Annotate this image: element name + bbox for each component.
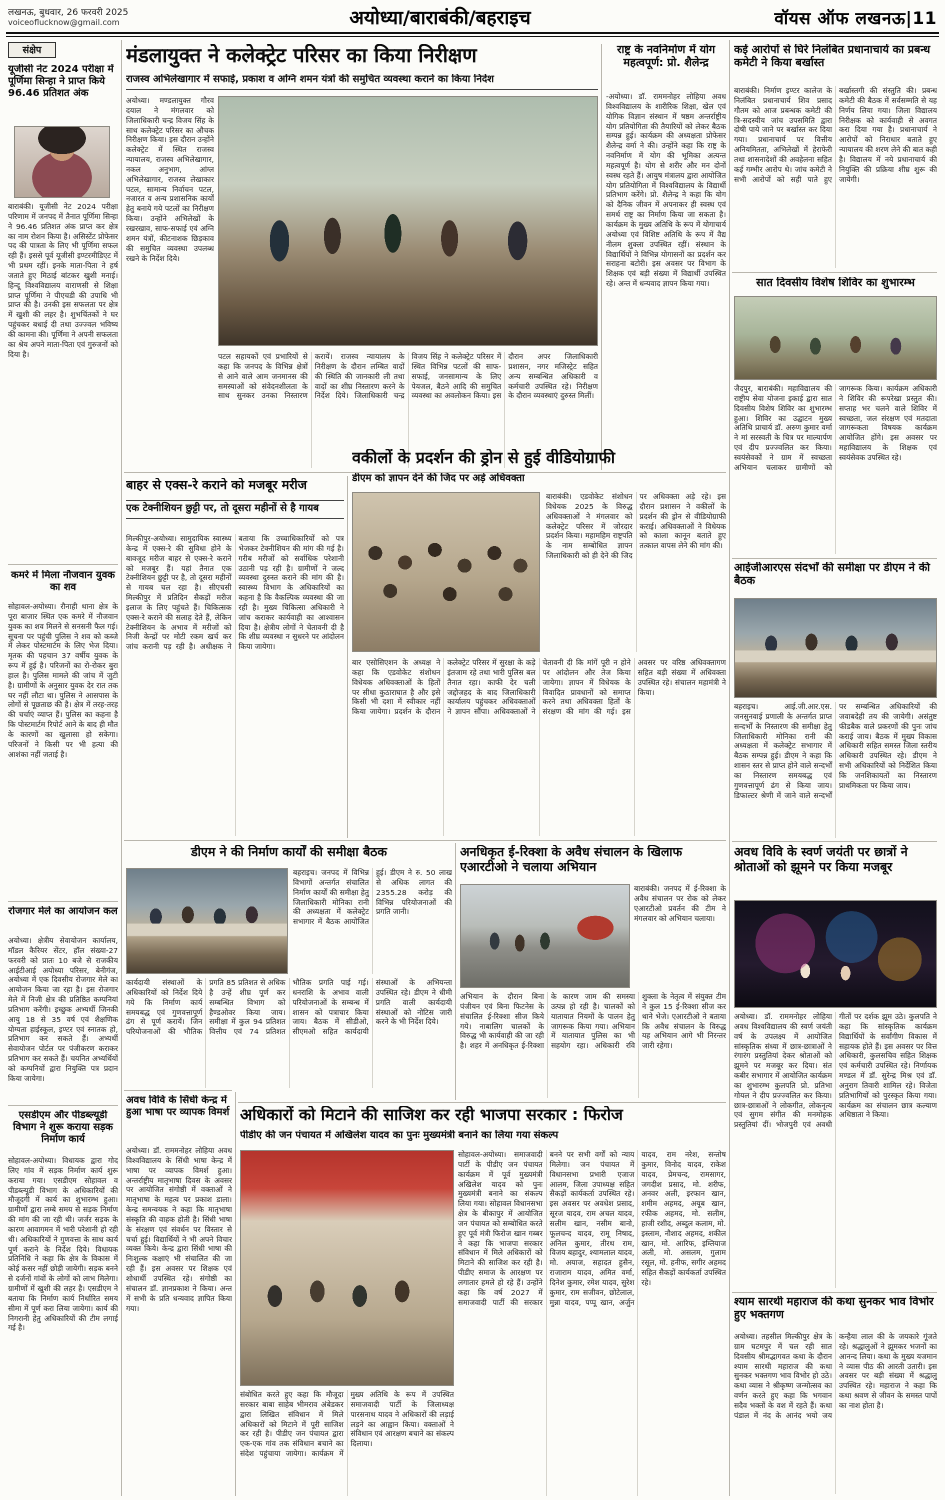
- sidebar-article4-body: सोहावल-अयोध्या। विधायक द्वारा गोद लिए गांव में सड़क निर्माण कार्य शुरू कराया गया। एसडीएम सोहावल व पीडब्ल्यूडी विभाग के अधिकारियों की मौजूदगी में कार्य का शुभारम्भ हुआ। ग्रामीणों द्वारा लम्बे समय से सड़क निर्माण की मांग की जा रही थी। जर्जर सड़क के कारण आवागमन में भारी परेशानी हो रही थी। अधिकारियों ने गुणवत्ता के साथ कार्य पूर्ण कराने के निर्देश दिये। विधायक प्रतिनिधि ने कहा कि क्षेत्र के विकास में कोई कसर नहीं छोड़ी जायेगी। सड़क बनने से दर्जनों गांवों के लोगों को लाभ मिलेगा। ग्रामीणों में खुशी की लहर है। एसडीएम ने बताया कि निर्माण कार्य निर्धारित समय सीमा में पूर्ण करा लिया जायेगा। कार्य की निगरानी हेतु अधिकारियों की टीम लगाई गई है।: [8, 1156, 118, 1333]
- article-golden-photo: [734, 900, 937, 1008]
- section-label: संक्षेप: [8, 42, 56, 58]
- sidebar-article3-headline: रोजगार मेले का आयोजन कल: [8, 906, 118, 917]
- article-dm-review-body: बहराइच। जनपद में विभिन्न विभागों अन्तर्गत संचालित निर्माण कार्यों की समीक्षा हेतु जिलाधिकारी मोनिका रानी की अध्यक्षता में कलेक्ट्रेट सभागार में बैठक आयोजित हुई। डीएम ने रु. 50 लाख से अधिक लागत की 2355.28 करोड़ की विभिन्न परियोजनाओं की प्रगति जानी।: [293, 868, 452, 927]
- sidebar-article4-headline: एसडीएम और पीडब्ल्यूडी विभाग ने शुरू कराया सड़क निर्माण कार्य: [13, 1110, 113, 1145]
- article-lead-photo: [218, 96, 598, 346]
- masthead-rule: [6, 32, 939, 37]
- article-lead-headline: मंडलायुक्त ने कलेक्ट्रेट परिसर का किया निरीक्षण: [126, 44, 477, 67]
- article-lead-subhead: राजस्व अभिलेखागार में सफाई, प्रकाश व अग्नि शमन यंत्रों की समुचित व्यवस्था कराने का किया निर्देश: [126, 74, 598, 90]
- divider: [8, 1105, 118, 1106]
- article-igrs-photo: [734, 598, 937, 698]
- article-erickshaw-body: बाराबंकी। जनपद में ई-रिक्शा के अवैध संचालन पर रोक को लेकर एआरटीओ प्रवर्तन की टीम ने मंगलवार को अभियान चलाया।: [634, 884, 726, 923]
- article-lawyers-photo: [352, 492, 540, 652]
- sidebar-article1-headline: यूजीसी नेट 2024 परीक्षा में पूर्णिमा सिन्हा ने प्राप्त किये 96.46 प्रतिशत अंक: [8, 64, 114, 99]
- article-camp-photo: [734, 296, 937, 380]
- article-camp-body: जैदपुर, बाराबंकी। महाविद्यालय की राष्ट्रीय सेवा योजना इकाई द्वारा सात दिवसीय विशेष शिविर का शुभारम्भ हुआ। शिविर का उद्घाटन मुख्य अतिथि प्राचार्य डॉ. अरुण कुमार वर्मा ने मां सरस्वती के चित्र पर माल्यार्पण एवं दीप प्रज्ज्वलित कर किया। स्वयंसेवकों ने ग्राम में स्वच्छता अभियान चलाकर ग्रामीणों को जागरूक किया। कार्यक्रम अधिकारी ने शिविर की रूपरेखा प्रस्तुत की। सप्ताह भर चलने वाले शिविर में स्वच्छता, जल संरक्षण एवं मतदाता जागरूकता विषयक कार्यक्रम आयोजित होंगे। इस अवसर पर महाविद्यालय के शिक्षक एवं स्वयंसेवक उपस्थित रहे।: [734, 384, 937, 472]
- article-sindhi-body: अयोध्या। डॉ. राममनोहर लोहिया अवध विश्वविद्यालय के सिंधी भाषा केन्द्र में भाषा पर व्यापक विमर्श हुआ। अन्तर्राष्ट्रीय मातृभाषा दिवस के अवसर पर आयोजित संगोष्ठी में वक्ताओं ने मातृभाषा के महत्व पर प्रकाश डाला। केन्द्र समन्वयक ने कहा कि मातृभाषा संस्कृति की वाहक होती है। सिंधी भाषा के संरक्षण एवं संवर्धन पर विस्तार से चर्चा हुई। विद्यार्थियों ने भी अपने विचार व्यक्त किये। केन्द्र द्वारा सिंधी भाषा की निःशुल्क कक्षाएं भी संचालित की जा रही हैं। इस अवसर पर शिक्षक एवं शोधार्थी उपस्थित रहे। संगोष्ठी का संचालन डॉ. ज्ञानप्रकाश ने किया। अन्त में सभी के प्रति धन्यवाद ज्ञापित किया गया।: [126, 1146, 232, 1313]
- divider: [455, 843, 456, 1100]
- article-sindhi-headline: अवध विवि के सिंधी केन्द्र में हुआ भाषा पर व्यापक विमर्श: [126, 1095, 230, 1118]
- article-lead-body: अयोध्या। मण्डलायुक्त गौरव दयाल ने मंगलवार को जिलाधिकारी चन्द्र विजय सिंह के साथ कलेक्ट्रेट परिसर का औचक निरीक्षण किया। इस दौरान उन्होंने कलेक्ट्रेट में स्थित राजस्व न्यायालय, राजस्व अभिलेखागार, नकल अनुभाग, आंग्ल अभिलेखागार, राजस्व लेखाकार पटल, सामान्य निर्वाचन पटल, नजारत व अन्य प्रशासनिक कार्यों हेतु बनाये गये पटलों का निरीक्षण किया। उन्होंने अभिलेखों के रखरखाव, साफ-सफाई एवं अग्नि शमन यंत्रों, कीटनाशक छिड़काव की समुचित व्यवस्था उपलब्ध रखने के निर्देश दिये।: [126, 96, 214, 263]
- masthead-dateline-block: [8, 5, 178, 27]
- divider: [729, 40, 730, 1496]
- page-number: 11: [912, 9, 937, 29]
- paper-name: वॉयस ऑफ लखनऊ: [774, 9, 906, 29]
- article-lead-body-continued: पटल सहायकों एवं प्रभारियों से कहा कि जनपद के विभिन्न क्षेत्रों से आने वाले आम जनमानस की समस्याओं को संवेदनशीलता के साथ सुनकर उनका निस्तारण करायें। राजस्व न्यायालय के निरीक्षण के दौरान लम्बित वादों की स्थिति की जानकारी ली तथा वादों का शीघ्र निस्तारण करने के निर्देश दिये। जिलाधिकारी चन्द्र विजय सिंह ने कलेक्ट्रेट परिसर में स्थित विभिन्न पटलों की साफ-सफाई, जनसामान्य के लिए पेयजल, बैठने आदि की समुचित व्यवस्था का अवलोकन किया। इस दौरान अपर जिलाधिकारी प्रशासन, नगर मजिस्ट्रेट सहित अन्य सम्बन्धित अधिकारी व कर्मचारी उपस्थित रहे। निरीक्षण के दौरान व्यवस्थाएं दुरुस्त मिलीं।: [218, 352, 598, 401]
- divider: [8, 901, 118, 902]
- divider: [732, 558, 937, 559]
- divider: [124, 840, 726, 841]
- sidebar-article2-body: सोहावल-अयोध्या। रौनाही थाना क्षेत्र के पूरा बाजार स्थित एक कमरे में नौजवान युवक का शव मिलने से सनसनी फैल गई। सूचना पर पहुंची पुलिस ने शव को कब्जे में लेकर पोस्टमार्टम के लिए भेज दिया। मृतक की पहचान 37 वर्षीय युवक के रूप में हुई है। परिजनों का रो-रोकर बुरा हाल है। पुलिस मामले की जांच में जुटी है। ग्रामीणों के अनुसार युवक देर रात तक घर नहीं लौटा था। पुलिस ने आसपास के लोगों से पूछताछ की है। क्षेत्र में तरह-तरह की चर्चाएं व्याप्त हैं। पुलिस का कहना है कि पोस्टमार्टम रिपोर्ट आने के बाद ही मौत के कारणों का खुलासा हो सकेगा। परिजनों ने किसी पर भी हत्या की आशंका नहीं जताई है।: [8, 602, 118, 759]
- sidebar-article1-photo: [14, 126, 110, 198]
- masthead-email: voiceoflucknow@gmail.com: [8, 18, 120, 27]
- page-separator: |: [905, 9, 913, 29]
- divider: [347, 476, 348, 838]
- article-lawyers-body: बाराबंकी। एडवोकेट संशोधन विधेयक 2025 के विरुद्ध अधिवक्ताओं ने मंगलवार को कलेक्ट्रेट परिसर में जोरदार प्रदर्शन किया। महामहिम राष्ट्रपति के नाम सम्बोधित ज्ञापन जिलाधिकारी को ही देने की जिद पर अधिवक्ता अड़े रहे। इस दौरान प्रशासन ने वकीलों के प्रदर्शन की ड्रोन से वीडियोग्राफी कराई। अधिवक्ताओं ने विधेयक को काला कानून बताते हुए तत्काल वापस लेने की मांग की।: [546, 492, 726, 561]
- article-golden-body: अयोध्या। डॉ. राममनोहर लोहिया अवध विश्वविद्यालय की स्वर्ण जयंती वर्ष के उपलक्ष्य में आयोजित सांस्कृतिक संध्या में छात्र-छात्राओं ने रंगारंग प्रस्तुतियां देकर श्रोताओं को झूमने पर मजबूर कर दिया। संत कबीर सभागार में आयोजित कार्यक्रम का शुभारम्भ कुलपति प्रो. प्रतिभा गोयल ने दीप प्रज्ज्वलित कर किया। छात्र-छात्राओं ने लोकगीत, लोकनृत्य एवं सुगम संगीत की मनमोहक प्रस्तुतियां दीं। भोजपुरी एवं अवधी गीतों पर दर्शक झूम उठे। कुलपति ने कहा कि सांस्कृतिक कार्यक्रम विद्यार्थियों के सर्वांगीण विकास में सहायक होते हैं। इस अवसर पर वित्त अधिकारी, कुलसचिव सहित शिक्षक एवं कर्मचारी उपस्थित रहे। निर्णायक मण्डल में डॉ. सुरेन्द्र मिश्र एवं डॉ. अनुराग तिवारी शामिल रहे। विजेता प्रतिभागियों को पुरस्कृत किया गया। कार्यक्रम का संचालन छात्र कल्याण अधिष्ठाता ने किया।: [734, 1012, 937, 1130]
- article-xray-headline: बाहर से एक्स-रे कराने को मजबूर मरीज: [126, 478, 307, 492]
- article-igrs-headline: आईजीआरएस संदर्भों की समीक्षा पर डीएम ने की बैठक: [734, 562, 931, 587]
- article-principal-body: बाराबंकी। निर्माण इण्टर कालेज के निलंबित प्रधानाचार्य शिव प्रसाद गौतम को आज प्रबन्धक कमेटी की त्रि-सदस्यीय जांच उपसमिति द्वारा दोषी पाये जाने पर बर्खास्त कर दिया गया। प्रधानाचार्य पर वित्तीय अनियमितता, अभिलेखों में हेराफेरी तथा शासनादेशों की अवहेलना सहित कई गम्भीर आरोप थे। जांच कमेटी ने सभी आरोपों को सही पाते हुए बर्खास्तगी की संस्तुति की। प्रबन्ध कमेटी की बैठक में सर्वसम्मति से यह निर्णय लिया गया। जिला विद्यालय निरीक्षक को कार्यवाही से अवगत करा दिया गया है। प्रधानाचार्य ने आरोपों को निराधार बताते हुए न्यायालय की शरण लेने की बात कही है। विद्यालय में नये प्रधानाचार्य की नियुक्ति की प्रक्रिया शीघ्र शुरू की जायेगी।: [734, 86, 937, 184]
- divider: [235, 1092, 236, 1496]
- article-bjp-headline: अधिकारों को मिटाने की साजिश कर रही भाजपा सरकार : फिरोज: [240, 1106, 623, 1124]
- article-xray-subhead: एक टेक्नीशियन छुट्टी पर, तो दूसरा महीनों से है गायब: [126, 500, 344, 519]
- article-bjp-subhead: पीडीए की जन पंचायत में अखिलेश यादव का पुनः मुख्यमंत्री बनाने का लिया गया संकल्प: [240, 1130, 559, 1141]
- article-camp-headline: सात दिवसीय विशेष शिविर का शुभारम्भ: [756, 277, 915, 289]
- masthead-brand-block: [717, 6, 937, 29]
- article-bjp-body: सोहावल-अयोध्या। समाजवादी पार्टी के पीडीए जन पंचायत कार्यक्रम में पूर्व मुख्यमंत्री अखिलेश यादव को पुनः मुख्यमंत्री बनाने का संकल्प लिया गया। सोहावल विधानसभा क्षेत्र के बीकापुर में आयोजित जन पंचायत को सम्बोधित करते हुए पूर्व मंत्री फिरोज खान गब्बर ने कहा कि भाजपा सरकार संविधान में मिले अधिकारों को मिटाने की साजिश कर रही है। पीडीए समाज के आरक्षण पर लगातार हमले हो रहे हैं। उन्होंने कहा कि वर्ष 2027 में समाजवादी पार्टी की सरकार बनने पर सभी वर्गों को न्याय मिलेगा। जन पंचायत में विधानसभा प्रभारी एजाज आलम, जिला उपाध्यक्ष सहित सैकड़ों कार्यकर्ता उपस्थित रहे। इस अवसर पर अवधेश प्रसाद, सूरज यादव, राम अचल यादव, सलीम खान, नसीम बानो, फूलचन्द यादव, रामू निषाद, अनिल कुमार, तीरथ राम, विजय बहादुर, श्यामलाल यादव, मो. अयाज, सहादत हुसैन, राजाराम यादव, अमित वर्मा, दिनेश कुमार, रमेश यादव, सुरेश कुमार, राम सजीवन, छोटेलाल, मुन्ना यादव, पप्पू खान, अर्जुन यादव, राम नरेश, सन्तोष कुमार, विनोद यादव, राकेश यादव, प्रेमचन्द, रामसागर, जगदीश प्रसाद, मो. शरीफ, अनवर अली, इरफान खान, शमीम अहमद, अयूब खान, रफीक अहमद, मो. सलीम, हाजी रशीद, अब्दुल कलाम, मो. इस्लाम, नौशाद अहमद, शकील खान, मो. आरिफ, इम्तियाज अली, मो. असलम, गुलाम रसूल, मो. हनीफ, सगीर अहमद सहित सैकड़ों कार्यकर्ता उपस्थित रहे।: [458, 1150, 726, 1307]
- article-dm-review-photo: [126, 868, 288, 974]
- article-lawyers-subhead: डीएम को ज्ञापन देने की जिद पर अड़े अधिवक्ता: [352, 473, 525, 484]
- article-bjp-photo: [240, 1150, 454, 1386]
- divider: [238, 1102, 726, 1103]
- divider: [732, 272, 937, 273]
- article-katha-body: अयोध्या। तहसील मिल्कीपुर क्षेत्र के ग्राम घटमपुर में चल रही सात दिवसीय श्रीमद्भागवत कथा के दौरान श्याम सारथी महाराज की कथा सुनकर भक्तगण भाव विभोर हो उठे। कथा व्यास ने श्रीकृष्ण जन्मोत्सव का वर्णन करते हुए कहा कि भगवान सदैव भक्तों के वश में रहते हैं। कथा पंडाल में नंद के आनंद भयो जय कन्हैया लाल की के जयकारे गूंजते रहे। श्रद्धालुओं ने झूमकर भजनों का आनन्द लिया। कथा के मुख्य यजमान ने व्यास पीठ की आरती उतारी। इस अवसर पर बड़ी संख्या में श्रद्धालु उपस्थित रहे। महाराज ने कहा कि कथा श्रवण से जीवन के समस्त पापों का नाश होता है।: [734, 1332, 937, 1420]
- article-katha-headline: श्याम सारथी महाराज की कथा सुनकर भाव विभोर हुए भक्तगण: [734, 1296, 934, 1321]
- divider: [121, 40, 122, 1496]
- divider: [732, 841, 937, 842]
- article-erickshaw-body-continued: अभियान के दौरान बिना पंजीयन एवं बिना फिटनेस के संचालित ई-रिक्शा सीज किये गये। नाबालिग चालकों के विरुद्ध भी कार्यवाही की जा रही है। शहर में अनधिकृत ई-रिक्शा के कारण जाम की समस्या उत्पन्न हो रही है। चालकों को यातायात नियमों के पालन हेतु जागरूक किया गया। अभियान में यातायात पुलिस का भी सहयोग रहा। अधिकारी रवि शुक्ला के नेतृत्व में संयुक्त टीम ने कुल 15 ई-रिक्शा सीज कर थाने भेजे। एआरटीओ ने बताया कि अवैध संचालन के विरुद्ध यह अभियान आगे भी निरन्तर जारी रहेगा।: [460, 992, 726, 1051]
- article-golden-headline: अवध विवि के स्वर्ण जयंती पर छात्रों ने श्रोताओं को झूमने पर किया मजबूर: [734, 845, 908, 874]
- masthead-dateline: लखनऊ, बुधवार, 26 फरवरी 2025: [8, 8, 129, 18]
- article-dm-review-body-continued: कार्यदायी संस्थाओं के अधिकारियों को निर्देश दिये गये कि निर्माण कार्य समयबद्ध एवं गुणवत्तापूर्ण ढंग से पूर्ण करायें। जिन परियोजनाओं की भौतिक प्रगति 85 प्रतिशत से अधिक है उन्हें शीघ्र पूर्ण कर सम्बन्धित विभाग को हैण्डओवर किया जाय। समीक्षा में कुल 94 प्रतिशत वित्तीय एवं 74 प्रतिशत भौतिक प्रगति पाई गई। धनराशि के अभाव वाली परियोजनाओं के सम्बन्ध में शासन को पत्राचार किया जाय। बैठक में सीडीओ, सीएमओ सहित कार्यदायी संस्थाओं के अभियन्ता उपस्थित रहे। डीएम ने धीमी प्रगति वाली कार्यदायी संस्थाओं को नोटिस जारी करने के भी निर्देश दिये।: [126, 978, 452, 1037]
- article-erickshaw-photo: [460, 884, 630, 988]
- article-yoga-body: -अयोध्या। डॉ. राममनोहर लोहिया अवध विश्वविद्यालय के शारीरिक शिक्षा, खेल एवं योगिक विज्ञान संस्थान में षष्ठम अन्तर्राष्ट्रीय योग प्रतियोगिता की तैयारियों को लेकर बैठक सम्पन्न हुई। कार्यक्रम की अध्यक्षता प्रोफेसर शैलेन्द्र वर्मा ने की। उन्होंने कहा कि राष्ट्र के नवनिर्माण में योग की भूमिका अत्यन्त महत्वपूर्ण है। योग से शरीर और मन दोनों स्वस्थ रहते हैं। आयुष मंत्रालय द्वारा आयोजित योग प्रतियोगिता में विश्वविद्यालय के विद्यार्थी प्रतिभाग करेंगे। प्रो. शैलेन्द्र ने कहा कि योग को दैनिक जीवन में अपनाकर ही स्वस्थ एवं समर्थ राष्ट्र का निर्माण किया जा सकता है। कार्यक्रम के मुख्य अतिथि के रूप में योगाचार्य अयोध्या एवं विशिष्ट अतिथि के रूप में वैद्य नीलम शुक्ला उपस्थित रहीं। संस्थान के विद्यार्थियों ने विभिन्न योगासनों का प्रदर्शन कर सराहना बटोरी। इस अवसर पर विभाग के शिक्षक एवं बड़ी संख्या में विद्यार्थी उपस्थित रहे। अन्त में धन्यवाद ज्ञापन किया गया।: [606, 92, 726, 289]
- article-bjp-body-continued: संबोधित करते हुए कहा कि मौजूदा सरकार बाबा साहेब भीमराव अंबेडकर द्वारा लिखित संविधान में मिले अधिकारों को मिटाने में पूरी साजिश कर रही है। पीडीए जन पंचायत द्वारा एक-एक गांव तक संविधान बचाने का संदेश पहुंचाया जायेगा। कार्यक्रम में मुख्य अतिथि के रूप में उपस्थित समाजवादी पार्टी के जिलाध्यक्ष पारसनाथ यादव ने अधिकारों की लड़ाई लड़ने का आह्वान किया। वक्ताओं ने संविधान एवं आरक्षण बचाने का संकल्प दिलाया।: [240, 1390, 454, 1459]
- divider: [601, 44, 602, 470]
- article-dm-review-headline: डीएम ने की निर्माण कार्यों की समीक्षा बैठक: [190, 845, 387, 859]
- masthead-region-block: [260, 4, 620, 30]
- masthead-region: अयोध्या/बाराबंकी/बहराइच: [349, 7, 531, 29]
- article-xray-body: मिल्कीपुर-अयोध्या। सामुदायिक स्वास्थ्य केन्द्र में एक्स-रे की सुविधा होने के बावजूद मरीज बाहर से एक्स-रे कराने को मजबूर हैं। यहां तैनात एक टेक्नीशियन छुट्टी पर है, तो दूसरा महीनों से गायब चल रहा है। सीएचसी मिल्कीपुर में प्रतिदिन सैकड़ों मरीज इलाज के लिए पहुंचते हैं। चिकित्सक एक्स-रे कराने की सलाह देते हैं, लेकिन टेक्नीशियन के अभाव में मरीजों को निजी केन्द्रों पर मोटी रकम खर्च कर जांच करानी पड़ रही है। अधीक्षक ने बताया कि उच्चाधिकारियों को पत्र भेजकर टेक्नीशियन की मांग की गई है। गरीब मरीजों को सर्वाधिक परेशानी उठानी पड़ रही है। ग्रामीणों ने जल्द व्यवस्था दुरुस्त कराने की मांग की है। स्वास्थ्य विभाग के अधिकारियों का कहना है कि वैकल्पिक व्यवस्था की जा रही है। मुख्य चिकित्सा अधिकारी ने जांच कराकर कार्यवाही का आश्वासन दिया है। क्षेत्रीय लोगों ने चेतावनी दी है कि शीघ्र व्यवस्था न सुधरने पर आंदोलन किया जायेगा।: [126, 534, 344, 652]
- sidebar-article1-body: बाराबंकी। यूजीसी नेट 2024 परीक्षा परिणाम में जनपद में तैनात पूर्णिमा सिन्हा ने 96.46 प्रतिशत अंक प्राप्त कर क्षेत्र का नाम रोशन किया है। असिस्टेंट प्रोफेसर पद की पात्रता के लिए भी पूर्णिमा सफल रही हैं। इससे पूर्व यूजीसी इण्टरमीडिएट में भी प्रथम रहीं। इनके माता-पिता ने हर्ष जताते हुए मिठाई बांटकर खुशी मनाई। हिन्दू विश्वविद्यालय वाराणसी से शिक्षा प्राप्त पूर्णिमा ने पीएचडी की उपाधि भी प्राप्त की है। उनकी इस सफलता पर क्षेत्र में खुशी की लहर है। शुभचिंतकों ने घर पहुंचकर बधाई दी तथा उज्ज्वल भविष्य की कामना की। पूर्णिमा ने अपनी सफलता का श्रेय अपने माता-पिता एवं गुरुजनों को दिया है।: [8, 202, 118, 359]
- divider: [124, 1090, 232, 1091]
- sidebar-article2-headline: कमरे में मिला नौजवान युवक का शव: [11, 570, 115, 593]
- article-lawyers-body-continued: बार एसोसिएशन के अध्यक्ष ने कहा कि एडवोकेट संशोधन विधेयक अधिवक्ताओं के हितों पर सीधा कुठाराघात है और इसे किसी भी दशा में स्वीकार नहीं किया जायेगा। प्रदर्शन के दौरान कलेक्ट्रेट परिसर में सुरक्षा के कड़े इंतजाम रहे तथा भारी पुलिस बल तैनात रहा। काफी देर चली जद्दोजहद के बाद जिलाधिकारी कार्यालय पहुंचकर अधिवक्ताओं ने ज्ञापन सौंपा। अधिवक्ताओं ने चेतावनी दी कि मांगें पूरी न होने पर आंदोलन और तेज किया जायेगा। ज्ञापन में विधेयक के विवादित प्रावधानों को समाप्त करने तथा अधिवक्ता हितों के संरक्षण की मांग की गई। इस अवसर पर वरिष्ठ अधिवक्तागण सहित बड़ी संख्या में अधिवक्ता उपस्थित रहे। संचालन महामंत्री ने किया।: [352, 658, 726, 717]
- divider: [8, 564, 118, 565]
- article-yoga-headline: राष्ट्र के नवनिर्माण में योग महत्वपूर्ण: प्रो. शैलेन्द्र: [616, 44, 716, 69]
- article-igrs-body: बहराइच। आई.जी.आर.एस. जनसुनवाई प्रणाली के अन्तर्गत प्राप्त सन्दर्भों के निस्तारण की समीक्षा हेतु जिलाधिकारी मोनिका रानी की अध्यक्षता में कलेक्ट्रेट सभागार में बैठक सम्पन्न हुई। डीएम ने कहा कि शासन स्तर से प्राप्त होने वाले सन्दर्भों का निस्तारण समयबद्ध एवं गुणवत्तापूर्ण ढंग से किया जाय। डिफाल्टर श्रेणी में जाने वाले सन्दर्भों पर सम्बन्धित अधिकारियों की जवाबदेही तय की जायेगी। असंतुष्ट फीडबैक वाले प्रकरणों की पुनः जांच कराई जाय। बैठक में मुख्य विकास अधिकारी सहित समस्त जिला स्तरीय अधिकारी उपस्थित रहे। डीएम ने सभी अधिकारियों को निर्देशित किया कि जनशिकायतों का निस्तारण प्राथमिकता पर किया जाय।: [734, 702, 937, 800]
- sidebar-article3-body: अयोध्या। क्षेत्रीय सेवायोजन कार्यालय, मॉडल कैरियर सेंटर, हॉल संख्या-27 फरवरी को प्रातः 10 बजे से राजकीय आईटीआई अयोध्या परिसर, बेनीगंज, अयोध्या में एक दिवसीय रोजगार मेले का आयोजन किया जा रहा है। इस रोजगार मेले में निजी क्षेत्र की प्रतिष्ठित कम्पनियां प्रतिभाग करेंगी। इच्छुक अभ्यर्थी जिनकी आयु 18 से 35 वर्ष एवं शैक्षणिक योग्यता हाईस्कूल, इण्टर एवं स्नातक हो, प्रतिभाग कर सकते हैं। अभ्यर्थी सेवायोजन पोर्टल पर पंजीकरण कराकर प्रतिभाग कर सकते हैं। चयनित अभ्यर्थियों को कम्पनियों द्वारा नियुक्ति पत्र प्रदान किया जायेगा।: [8, 936, 118, 1083]
- divider: [732, 1292, 937, 1293]
- article-lawyers-headline: वकीलों के प्रदर्शन की ड्रोन से हुई वीडियोग्राफी: [352, 449, 615, 467]
- article-principal-headline: कई आरोपों से घिरे निलंबित प्रधानाचार्य का प्रबन्ध कमेटी ने किया बर्खास्त: [734, 44, 931, 69]
- article-erickshaw-headline: अनधिकृत ई-रिक्शा के अवैध संचालन के खिलाफ एआरटीओ ने चलाया अभियान: [460, 845, 683, 874]
